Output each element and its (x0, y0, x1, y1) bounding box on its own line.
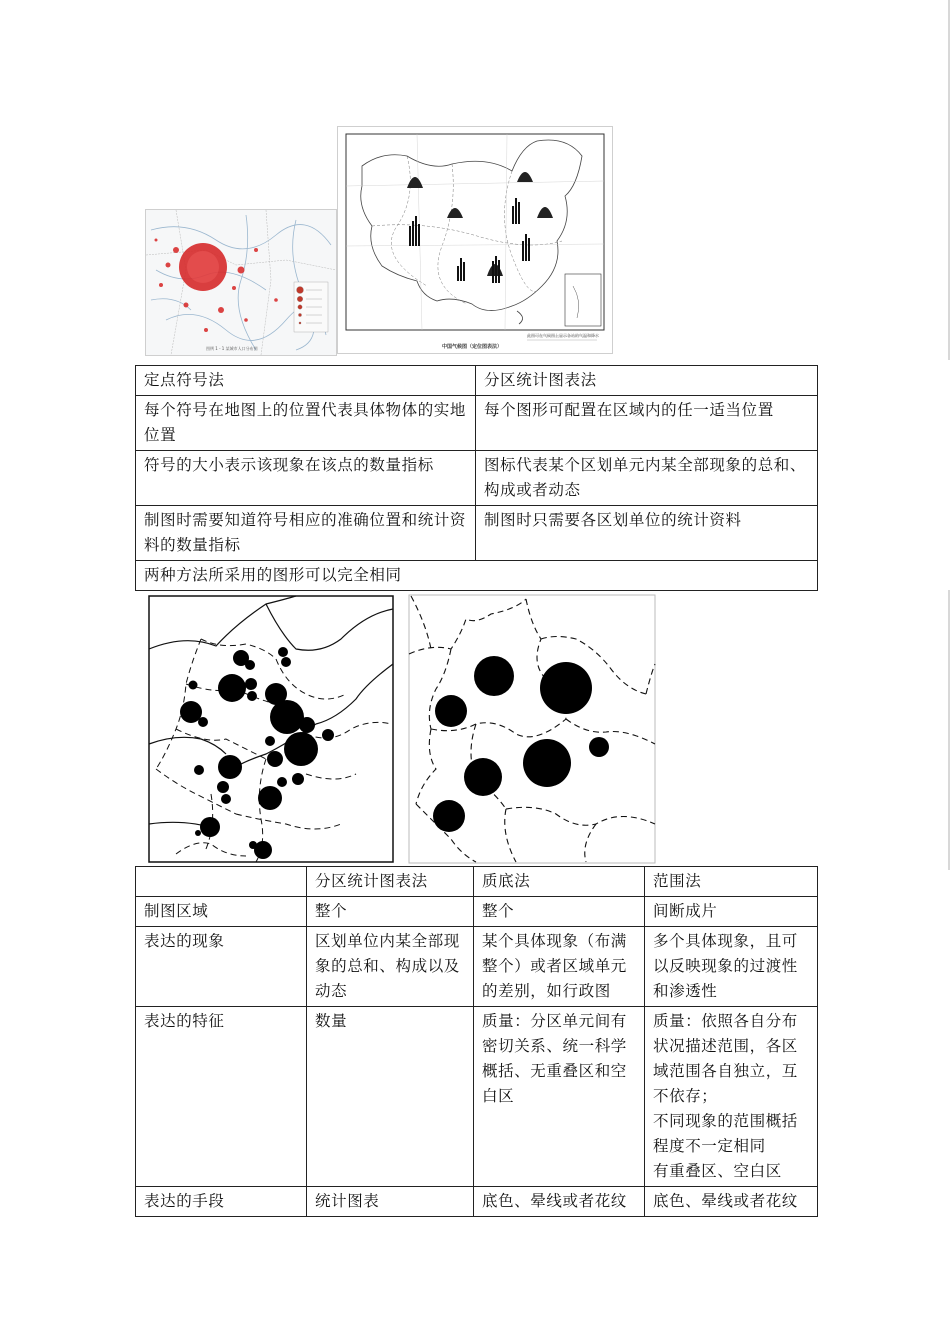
table-row (136, 1187, 818, 1217)
table-cell: 整个 (307, 897, 474, 927)
table-cell: 间断成片 (645, 897, 818, 927)
table-row (136, 867, 818, 897)
table-cell: 底色、晕线或者花纹 (645, 1187, 818, 1217)
cell-line: 有重叠区、空白区 (653, 1162, 782, 1180)
table-cell: 多个具体现象，且可以反映现象的过渡性和渗透性 (645, 927, 818, 1007)
table-cell: 区划单位内某全部现象的总和、构成以及动态 (307, 927, 474, 1007)
row-label: 表达的现象 (136, 927, 307, 1007)
table-cell: 质量：分区单元间有密切关系、统一科学概括、无重叠区和空白区 (474, 1007, 645, 1187)
population-map-caption: 图例 1 - 1 某城市人口分布图 (206, 346, 258, 351)
table-cell: 底色、晕线或者花纹 (474, 1187, 645, 1217)
table-row (136, 561, 818, 591)
table-cell: 某个具体现象（布满整个）或者区域单元的差别，如行政图 (474, 927, 645, 1007)
climate-map-caption: 中国气候图（定位图表法） (442, 344, 503, 350)
table-row (136, 897, 818, 927)
table-footer-cell: 两种方法所采用的图形可以完全相同 (136, 561, 818, 591)
table-header-cell: 定点符号法 (136, 366, 476, 396)
table-cell: 每个图形可配置在区域内的任一适当位置 (476, 396, 818, 451)
table-header-cell: 质底法 (474, 867, 645, 897)
comparison-table-2 (135, 866, 818, 1217)
table-cell: 图标代表某个区划单元内某全部现象的总和、构成或者动态 (476, 451, 818, 506)
table-cell: 符号的大小表示该现象在该点的数量指标 (136, 451, 476, 506)
cell-line: 质量：依照各自分布状况描述范围，各区域范围各自独立，互不依存； (653, 1012, 798, 1105)
table-cell: 制图时只需要各区划单位的统计资料 (476, 506, 818, 561)
point-symbol-map (146, 594, 396, 864)
table-header-cell: 分区统计图表法 (307, 867, 474, 897)
table-cell: 统计图表 (307, 1187, 474, 1217)
table-row (136, 927, 818, 1007)
table-row (136, 506, 818, 561)
row-label: 表达的手段 (136, 1187, 307, 1217)
table-row (136, 451, 818, 506)
table-row (136, 396, 818, 451)
table-cell: 每个符号在地图上的位置代表具体物体的实地位置 (136, 396, 476, 451)
row-label: 表达的特征 (136, 1007, 307, 1187)
climate-map-note: 此图可在气候图上显示各站的气温和降水 (527, 333, 599, 338)
china-climate-map (337, 126, 613, 354)
comparison-table-1 (135, 365, 818, 591)
table-cell (645, 1007, 818, 1187)
table-cell: 制图时需要知道符号相应的准确位置和统计资料的数量指标 (136, 506, 476, 561)
table-cell: 数量 (307, 1007, 474, 1187)
table-header-cell: 范围法 (645, 867, 818, 897)
area-statistics-map (406, 594, 658, 866)
cell-line: 不同现象的范围概括程度不一定相同 (653, 1112, 798, 1155)
table-cell: 整个 (474, 897, 645, 927)
table-header-cell: 分区统计图表法 (476, 366, 818, 396)
table-header-cell (136, 867, 307, 897)
table-row (136, 366, 818, 396)
row-label: 制图区域 (136, 897, 307, 927)
table-row (136, 1007, 818, 1187)
population-density-map (145, 209, 337, 356)
